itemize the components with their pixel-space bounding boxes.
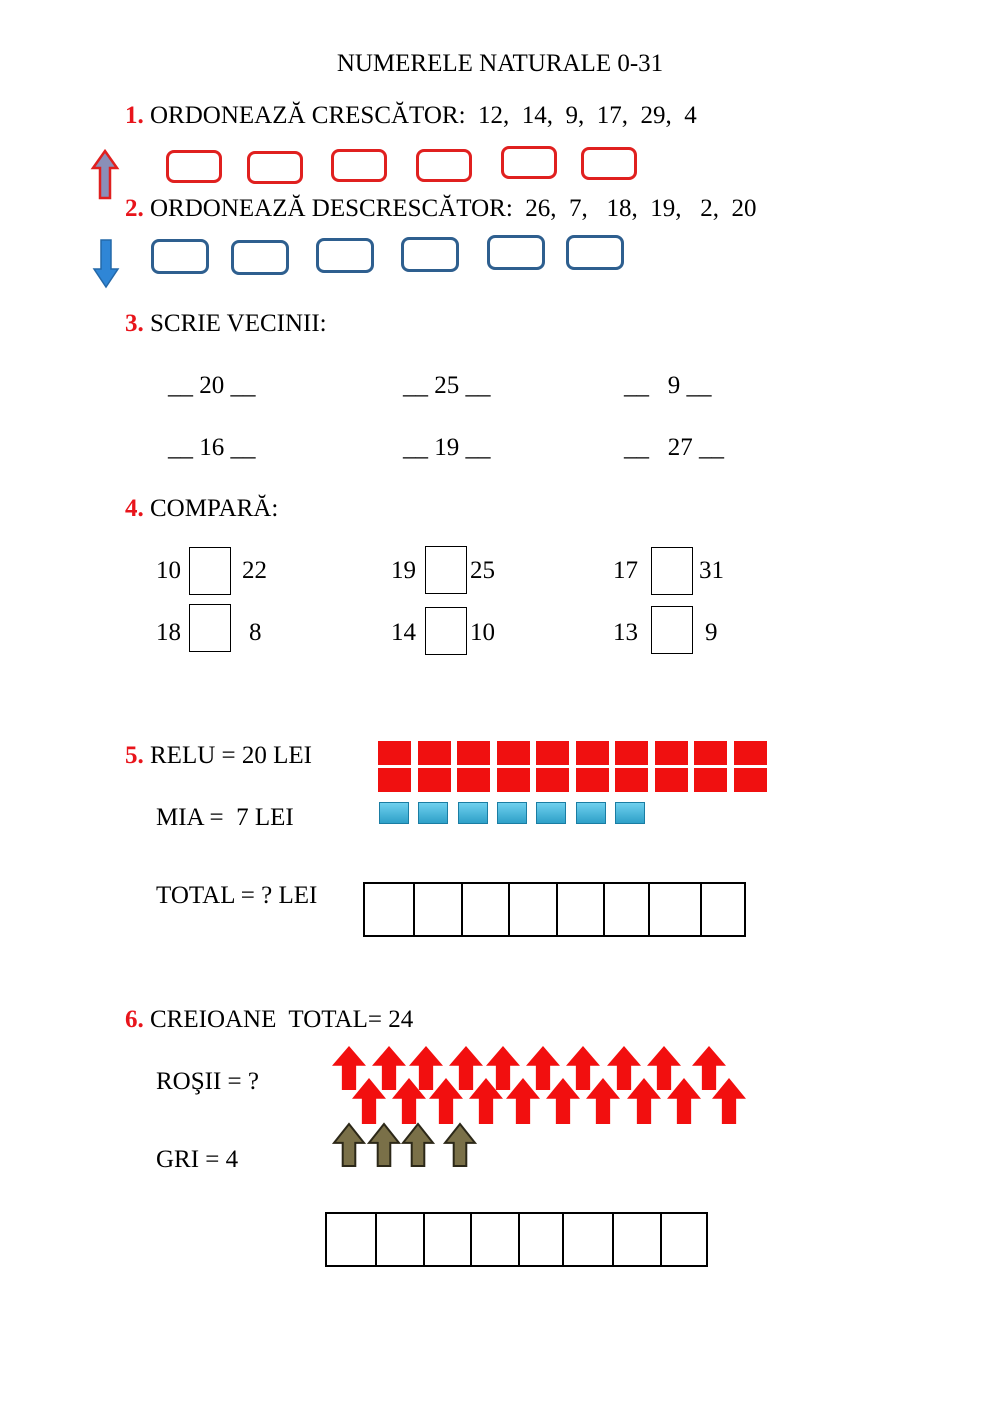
exercise-1-values: 12, 14, 9, 17, 29, 4 [478,102,697,129]
neighbor-item: __ 27 __ [624,434,724,461]
pencil-arrow-icon [526,1046,560,1090]
compare-right-value: 8 [249,619,262,646]
answer-cell[interactable] [518,1214,562,1265]
pencils-answer-grid [325,1212,708,1267]
pencil-arrow-icon [449,1046,483,1090]
pencil-arrow-icon [607,1046,641,1090]
exercise-3-number: 3. [125,310,144,337]
exercise-2-number: 2. [125,195,144,222]
pencil-arrow-icon [403,1124,433,1166]
mia-label: MIA = 7 LEI [156,804,294,831]
compare-left-value: 19 [391,557,416,584]
neighbor-item: __ 16 __ [168,434,256,461]
pencil-arrow-icon [372,1046,406,1090]
answer-cell[interactable] [375,1214,423,1265]
pencil-arrow-icon [332,1046,366,1090]
page-title: NUMERELE NATURALE 0-31 [336,50,664,77]
pencil-arrow-icon [627,1078,661,1124]
pencil-arrow-icon [546,1078,580,1124]
exercise-6-label: CREIOANE TOTAL= 24 [150,1006,414,1033]
pencil-arrow-icon [429,1078,463,1124]
pencil-arrow-icon [352,1078,386,1124]
compare-left-value: 10 [156,557,181,584]
neighbor-item: __ 25 __ [403,372,491,399]
neighbor-item: __ 9 __ [624,372,712,399]
exercise-1-label: ORDONEAZĂ CRESCĂTOR: [150,102,466,129]
pencil-arrow-icon [712,1078,746,1124]
exercise-5-number: 5. [125,742,144,769]
compare-left-value: 17 [613,557,638,584]
neighbor-item: __ 19 __ [403,434,491,461]
pencil-arrow-icon [369,1124,399,1166]
pencil-arrow-icon [409,1046,443,1090]
rosii-label: ROŞII = ? [156,1068,259,1095]
neighbor-item: __ 20 __ [168,372,256,399]
exercise-2-values: 26, 7, 18, 19, 2, 20 [525,195,757,222]
compare-left-value: 14 [391,619,416,646]
exercise-4-number: 4. [125,495,144,522]
pencil-arrow-icon [586,1078,620,1124]
compare-right-value: 9 [705,619,718,646]
answer-cell[interactable] [470,1214,518,1265]
compare-right-value: 31 [699,557,724,584]
pencil-arrow-icon [667,1078,701,1124]
relu-label: RELU = 20 LEI [150,742,312,769]
pencil-arrow-icon [506,1078,540,1124]
answer-cell[interactable] [327,1214,375,1265]
compare-left-value: 18 [156,619,181,646]
answer-cell[interactable] [612,1214,660,1265]
gri-label: GRI = 4 [156,1146,239,1173]
pencil-arrow-icon [445,1124,475,1166]
answer-cell[interactable] [660,1214,706,1265]
pencil-arrow-icon [486,1046,520,1090]
total-label: TOTAL = ? LEI [156,882,318,909]
pencil-arrow-icon [647,1046,681,1090]
pencil-arrow-icon [692,1046,726,1090]
exercise-1-number: 1. [125,102,144,129]
exercise-3-label: SCRIE VECINII: [150,310,327,337]
compare-left-value: 13 [613,619,638,646]
pencil-arrow-icon [334,1124,364,1166]
exercise-6-number: 6. [125,1006,144,1033]
exercise-4-label: COMPARĂ: [150,495,279,522]
compare-right-value: 22 [242,557,267,584]
compare-right-value: 25 [470,557,495,584]
answer-cell[interactable] [562,1214,612,1265]
answer-cell[interactable] [423,1214,470,1265]
exercise-2-label: ORDONEAZĂ DESCRESCĂTOR: [150,195,513,222]
compare-right-value: 10 [470,619,495,646]
pencil-arrow-icon [566,1046,600,1090]
